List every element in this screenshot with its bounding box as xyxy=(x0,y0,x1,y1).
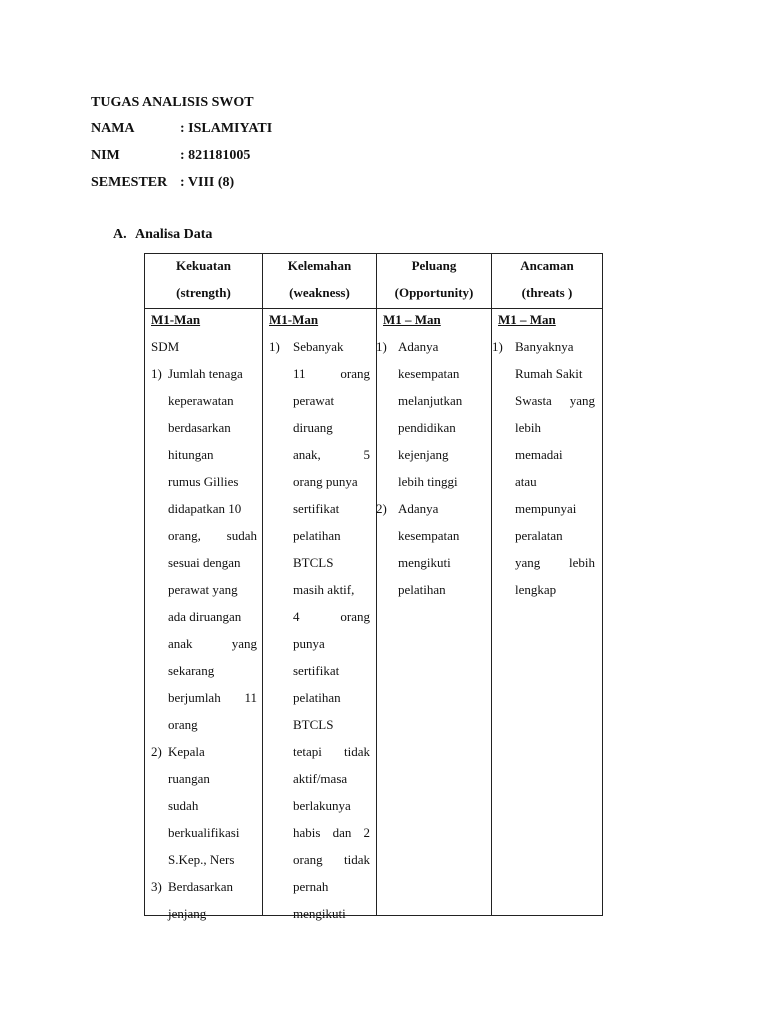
item-line: atau xyxy=(515,474,537,489)
item-line: melanjutkan xyxy=(398,393,463,408)
item-number: 1) xyxy=(376,339,387,354)
item-line: kesempatan xyxy=(398,366,460,381)
column-divider xyxy=(262,253,263,916)
list-item xyxy=(269,336,370,930)
section-number: A. xyxy=(113,227,127,242)
item-line: kesempatan xyxy=(398,528,460,543)
nim-label: NIM xyxy=(91,148,120,163)
item-line: mengikuti xyxy=(293,906,346,921)
header-title: Ancaman xyxy=(520,258,574,273)
item-line: ada diruangan xyxy=(168,609,242,624)
nim-value: : 821181005 xyxy=(180,148,251,163)
item-line: ruangan xyxy=(168,771,210,786)
item-number: 1) xyxy=(269,339,280,354)
item-line: sertifikat xyxy=(293,663,340,678)
item-line: orang xyxy=(168,717,198,732)
item-line: berjumlah 11 xyxy=(168,690,257,705)
list-item xyxy=(151,876,257,930)
item-line: pendidikan xyxy=(398,420,456,435)
item-line: lebih tinggi xyxy=(398,474,458,489)
weakness-cell xyxy=(269,309,370,930)
list-item xyxy=(492,336,595,606)
header-subtitle: (weakness) xyxy=(289,285,350,300)
item-line: S.Kep., Ners xyxy=(168,852,235,867)
list-item xyxy=(151,741,257,876)
strength-subhead: M1-Man xyxy=(151,312,201,327)
item-line: Berdasarkan xyxy=(168,879,233,894)
item-line: Swasta yang xyxy=(515,393,595,408)
item-number: 1) xyxy=(492,339,503,354)
item-line: anak, 5 xyxy=(293,447,370,462)
item-line: Banyaknya xyxy=(515,339,574,354)
item-line: anak yang xyxy=(168,636,257,651)
item-line: yang lebih xyxy=(515,555,595,570)
item-line: masih aktif, xyxy=(293,582,355,597)
item-line: sesuai dengan xyxy=(168,555,241,570)
item-line: tetapi tidak xyxy=(293,744,370,759)
item-line: mempunyai xyxy=(515,501,577,516)
item-line: 11 orang xyxy=(293,366,370,381)
header-title: Kekuatan xyxy=(176,258,231,273)
item-line: diruang xyxy=(293,420,333,435)
opportunity-subhead: M1 – Man xyxy=(383,312,441,327)
item-line: jenjang xyxy=(168,906,207,921)
item-line: mengikuti xyxy=(398,555,451,570)
item-line: keperawatan xyxy=(168,393,234,408)
swot-table xyxy=(144,253,603,921)
item-line: perawat xyxy=(293,393,335,408)
item-line: sekarang xyxy=(168,663,215,678)
item-line: lebih xyxy=(515,420,541,435)
header-weakness xyxy=(263,253,376,311)
table-border-right xyxy=(602,253,603,916)
strength-intro: SDM xyxy=(151,339,180,354)
item-line: aktif/masa xyxy=(293,771,348,786)
item-number: 3) xyxy=(151,879,162,894)
opportunity-cell xyxy=(376,309,487,606)
semester-label: SEMESTER xyxy=(91,175,168,190)
semester-value: : VIII (8) xyxy=(180,175,235,190)
item-line: Sebanyak xyxy=(293,339,344,354)
item-line: perawat yang xyxy=(168,582,238,597)
table-border-left xyxy=(144,253,145,916)
threats-subhead: M1 – Man xyxy=(498,312,556,327)
threats-cell xyxy=(492,309,595,606)
item-line: rumus Gillies xyxy=(168,474,239,489)
header-opportunity xyxy=(377,253,491,311)
item-line: BTCLS xyxy=(293,555,334,570)
item-line: berkualifikasi xyxy=(168,825,240,840)
item-line: Adanya xyxy=(398,501,439,516)
header-subtitle: (strength) xyxy=(176,285,231,300)
nim-field xyxy=(91,147,250,165)
item-number: 2) xyxy=(376,501,387,516)
header-strength xyxy=(145,253,262,311)
item-line: hitungan xyxy=(168,447,214,462)
item-line: Rumah Sakit xyxy=(515,366,583,381)
list-item xyxy=(151,363,257,741)
list-item xyxy=(376,498,487,606)
section-title: Analisa Data xyxy=(135,227,213,242)
item-line: orang, sudah xyxy=(168,528,257,543)
item-line: orang tidak xyxy=(293,852,370,867)
weakness-subhead: M1-Man xyxy=(269,312,319,327)
name-field xyxy=(91,120,272,138)
item-line: kejenjang xyxy=(398,447,449,462)
list-item xyxy=(376,336,487,498)
item-line: berlakunya xyxy=(293,798,351,813)
name-label: NAMA xyxy=(91,121,135,136)
item-line: sudah xyxy=(168,798,199,813)
header-subtitle: (threats ) xyxy=(521,285,573,300)
item-line: pelatihan xyxy=(293,528,341,543)
item-line: 4 orang xyxy=(293,609,370,624)
item-number: 2) xyxy=(151,744,162,759)
header-subtitle: (Opportunity) xyxy=(394,285,474,300)
item-line: lengkap xyxy=(515,582,557,597)
item-line: memadai xyxy=(515,447,563,462)
header-title: Kelemahan xyxy=(287,258,352,273)
item-line: BTCLS xyxy=(293,717,334,732)
header-threats xyxy=(492,253,602,311)
item-line: Adanya xyxy=(398,339,439,354)
item-line: didapatkan 10 xyxy=(168,501,242,516)
item-line: pelatihan xyxy=(398,582,446,597)
header-title: Peluang xyxy=(411,258,457,273)
item-number: 1) xyxy=(151,366,162,381)
section-heading xyxy=(113,227,212,243)
item-line: orang punya xyxy=(293,474,358,489)
strength-cell xyxy=(151,309,257,930)
item-line: habis dan 2 xyxy=(293,825,370,840)
semester-field xyxy=(91,174,234,192)
item-line: punya xyxy=(293,636,325,651)
item-line: Kepala xyxy=(168,744,205,759)
item-line: Jumlah tenaga xyxy=(168,366,243,381)
name-value: : ISLAMIYATI xyxy=(180,121,273,136)
document-title: TUGAS ANALISIS SWOT xyxy=(91,95,254,110)
item-line: peralatan xyxy=(515,528,563,543)
item-line: berdasarkan xyxy=(168,420,231,435)
item-line: sertifikat xyxy=(293,501,340,516)
item-line: pernah xyxy=(293,879,329,894)
item-line: pelatihan xyxy=(293,690,341,705)
